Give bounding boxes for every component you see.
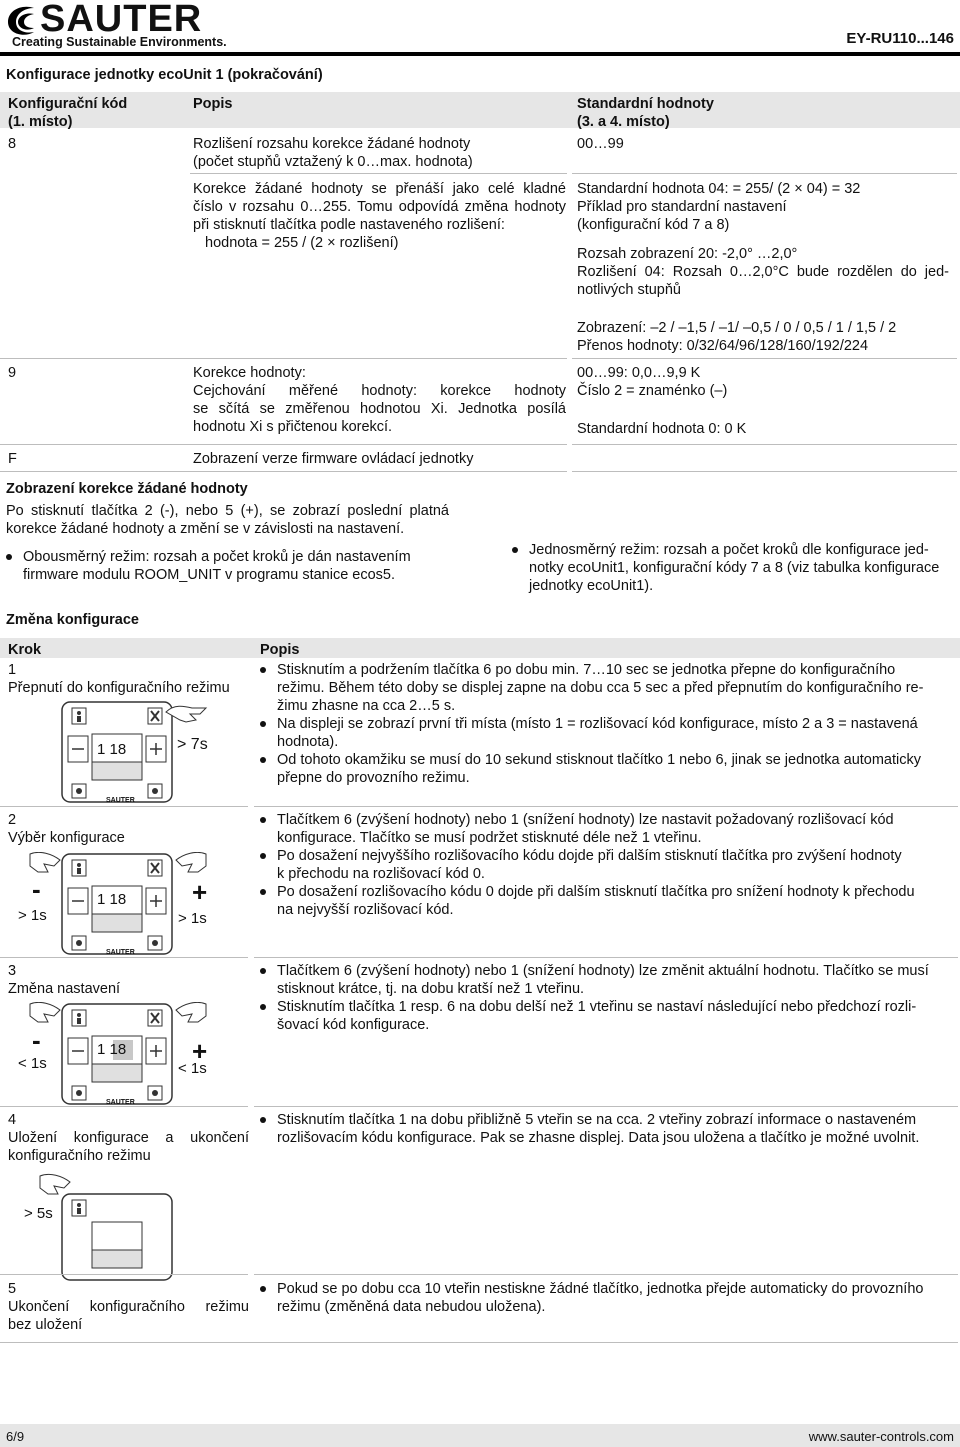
step-5-bullet-1: Pokud se po dobu cca 10 vteřin nestiskne žádné tlačítko, jednotka přejde automaticky do provozního režimu (změněná data nebudou uložena). bbox=[258, 1280, 958, 1316]
steps-table-header bbox=[0, 638, 960, 658]
step-3-number: 3 bbox=[8, 963, 17, 979]
setpoint-para: Po stisknutí tlačítka 2 (-), nebo 5 (+), se zobrazí poslední platná korekce žádané hodnoty a změní se v závislosti na nastavení. bbox=[6, 503, 449, 537]
step-1-number: 1 bbox=[8, 662, 17, 678]
step-3-label: Změna nastavení bbox=[8, 981, 121, 997]
step-3-divider-right bbox=[254, 957, 958, 958]
step-4-number: 4 bbox=[8, 1112, 17, 1128]
step-3-bullet-2: Stisknutím tlačítka 1 resp. 6 na dobu delší než 1 vteřinu se nastaví následující nebo předchozí rozli- šovací kód konfigurace. bbox=[258, 998, 958, 1034]
step-2-hold-left: > 1s bbox=[18, 907, 47, 924]
rowF-desc: Zobrazení verze firmware ovládací jednotky bbox=[193, 451, 474, 467]
step-4-description bbox=[258, 1111, 958, 1147]
step-2-bullet-3: Po dosažení rozlišovacího kódu 0 dojde při dalším stisknutí tlačítka pro snížení hodnoty k přechodu na nejvyšší rozlišovací kód. bbox=[258, 883, 958, 919]
row8-std-block2: Rozsah zobrazení 20: -2,0° …2,0° Rozlišení 04: Rozsah 0…2,0°C bude rozdělen do jed- notlivých stupňů bbox=[577, 246, 949, 298]
step-4-label: Uložení konfigurace a ukončení konfiguračního režimu bbox=[8, 1130, 249, 1164]
row8-std-divider bbox=[572, 173, 957, 174]
step-4-hold-time: > 5s bbox=[24, 1205, 53, 1222]
step-5-divider-right bbox=[254, 1274, 958, 1275]
row8-std-block1: Standardní hodnota 04: = 255/ (2 × 04) = 32 Příklad pro standardní nastavení (konfigurační kód 7 a 8) bbox=[577, 181, 861, 233]
step-2-plus-sign: + bbox=[192, 877, 208, 907]
row-code-8: 8 bbox=[8, 136, 17, 152]
step-5-label: Ukončení konfiguračního režimu bez uložení bbox=[8, 1299, 249, 1333]
step-5-description bbox=[258, 1280, 958, 1316]
step-2-bullet-1: Tlačítkem 6 (zvýšení hodnoty) nebo 1 (snížení hodnoty) lze nastavit požadovaný rozlišovací kód konfigurace. Tlačítko se musí podržet stisknuté déle než 1 vteřinu. bbox=[258, 811, 958, 847]
step-1-bullet-1: Stisknutím a podržením tlačítka 6 po dobu min. 7…10 sec se jednotka přepne do konfiguračního režimu. Během této doby se displej zapne na dobu cca 5 sec a před přepnutím do konfiguračního re- žimu zhasne na cca 2…5 s. bbox=[258, 661, 958, 715]
header-rule bbox=[0, 52, 960, 56]
step-4-device-illustration bbox=[0, 1172, 240, 1282]
section-title-config: Konfigurace jednotky ecoUnit 1 (pokračování) bbox=[6, 67, 323, 83]
step-1-description bbox=[258, 661, 958, 787]
step-4-divider-right bbox=[254, 1106, 958, 1107]
step-2-minus-sign: - bbox=[32, 874, 41, 904]
row8-formula: hodnota = 255 / (2 × rozlišení) bbox=[205, 235, 399, 251]
row9-divider-right bbox=[572, 358, 957, 359]
step-1-display-value: 1 18 bbox=[97, 741, 127, 758]
step-3-description bbox=[258, 962, 958, 1034]
row8-desc-divider bbox=[190, 173, 567, 174]
row8-desc-title: Rozlišení rozsahu korekce žádané hodnoty (počet stupňů vztažený k 0…max. hodnota) bbox=[193, 136, 473, 170]
setpoint-bullet-unidirectional: Jednosměrný režim: rozsah a počet kroků dle konfigurace jed- notky ecoUnit1, konfigurační kódy 7 a 8 (viz tabulka konfigurace jednotky ecoUnit1). bbox=[510, 541, 960, 595]
row8-desc-body: Korekce žádané hodnoty se přenáší jako celé kladné číslo v rozsahu 0…255. Tomu odpovídá změna hodnoty při stisknutí tlačítka podle nastaveného rozlišení: bbox=[193, 181, 566, 233]
step-2-device-brand: SAUTER bbox=[106, 949, 135, 956]
rowF-bottom-left bbox=[0, 471, 567, 472]
steps-table-bottom bbox=[0, 1342, 958, 1343]
rowF-divider-right bbox=[572, 444, 957, 445]
footer-url[interactable]: www.sauter-controls.com bbox=[808, 1429, 954, 1444]
row9-std-default: Standardní hodnota 0: 0 K bbox=[577, 421, 747, 437]
setpoint-bullet-bidirectional: Obousměrný režim: rozsah a počet kroků je dán nastavením firmware modulu ROOM_UNIT v programu stanice ecos5. bbox=[4, 548, 463, 584]
step-5-number: 5 bbox=[8, 1281, 17, 1297]
rowF-bottom-right bbox=[572, 471, 957, 472]
step-3-device-brand: SAUTER bbox=[106, 1099, 135, 1106]
section-title-change-config: Změna konfigurace bbox=[6, 612, 139, 628]
col-header-step: Krok bbox=[8, 642, 42, 658]
step-4-bullet-1: Stisknutím tlačítka 1 na dobu přibližně 5 vteřin se na cca. 2 vteřiny zobrazí informace o nastaveném rozlišovacím kódu konfigurace. Pak se zhasne displej. Data jsou uložena a tlačítko je možné uvolnit. bbox=[258, 1111, 958, 1147]
row9-divider-left bbox=[0, 358, 567, 359]
brand-logo bbox=[4, 0, 227, 49]
step-3-hold-right: < 1s bbox=[178, 1060, 207, 1077]
doc-code: EY-RU110...146 bbox=[846, 30, 954, 47]
col-header-std: Standardní hodnoty (3. a 4. místo) bbox=[577, 96, 714, 130]
step-3-divider-left bbox=[0, 957, 248, 958]
step-2-hold-right: > 1s bbox=[178, 910, 207, 927]
step-2-display-value: 1 18 bbox=[97, 891, 127, 908]
step-3-minus-sign: - bbox=[32, 1025, 41, 1055]
step-2-label: Výběr konfigurace bbox=[8, 830, 125, 846]
row9-desc: Korekce hodnoty: Cejchování měřené hodnoty: korekce hodnoty se sčítá se změřenou hodnotou Xi. Jednotka posílá hodnotu Xi s přičtenou korekcí. bbox=[193, 365, 566, 435]
col-header-desc: Popis bbox=[193, 96, 233, 112]
config-table-header bbox=[0, 92, 960, 128]
step-2-description bbox=[258, 811, 958, 919]
col-header-step-desc: Popis bbox=[260, 642, 300, 658]
step-1-device-brand: SAUTER bbox=[106, 797, 135, 804]
row-code-9: 9 bbox=[8, 365, 17, 381]
step-4-divider-left bbox=[0, 1106, 248, 1107]
row8-std-range: 00…99 bbox=[577, 136, 624, 152]
row-code-F: F bbox=[8, 451, 17, 467]
row9-std: 00…99: 0,0…9,9 K Číslo 2 = znaménko (–) bbox=[577, 365, 728, 399]
brand-name: SAUTER bbox=[40, 0, 203, 40]
step-1-bullet-2: Na displeji se zobrazí první tři místa (místo 1 = rozlišovací kód konfigurace, místo 2 a 3 = nastavená hodnota). bbox=[258, 715, 958, 751]
step-1-hold-time: > 7s bbox=[177, 736, 208, 753]
step-3-hold-left: < 1s bbox=[18, 1055, 47, 1072]
step-5-divider-left bbox=[0, 1274, 248, 1275]
step-3-bullet-1: Tlačítkem 6 (zvýšení hodnoty) nebo 1 (snížení hodnoty) lze změnit aktuální hodnotu. Tlačítko se musí stisknout krátce, tj. na dobu kratší než 1 vteřinu. bbox=[258, 962, 958, 998]
row8-std-block3: Zobrazení: –2 / –1,5 / –1/ –0,5 / 0 / 0,5 / 1 / 1,5 / 2 Přenos hodnoty: 0/32/64/96/128/160/192/224 bbox=[577, 320, 897, 354]
page-number: 6/9 bbox=[6, 1429, 25, 1444]
step-2-divider-right bbox=[254, 806, 958, 807]
rowF-divider-left bbox=[0, 444, 567, 445]
brand-tagline: Creating Sustainable Environments. bbox=[12, 35, 227, 49]
step-2-bullet-2: Po dosažení nejvyššího rozlišovacího kódu dojde při dalším stisknutí tlačítka pro zvýšení hodnoty k přechodu na rozlišovací kód 0. bbox=[258, 847, 958, 883]
step-3-display-value: 1 18 bbox=[97, 1041, 127, 1058]
step-3-plus-sign: + bbox=[192, 1036, 208, 1066]
step-2-number: 2 bbox=[8, 812, 17, 828]
col-header-code: Konfigurační kód (1. místo) bbox=[8, 96, 128, 130]
step-1-label: Přepnutí do konfiguračního režimu bbox=[8, 680, 230, 696]
step-2-divider-left bbox=[0, 806, 248, 807]
step-1-bullet-3: Od tohoto okamžiku se musí do 10 sekund stisknout tlačítko 1 nebo 6, jinak se jednotka automaticky přepne do provozního režimu. bbox=[258, 751, 958, 787]
section-title-setpoint: Zobrazení korekce žádané hodnoty bbox=[6, 481, 248, 497]
